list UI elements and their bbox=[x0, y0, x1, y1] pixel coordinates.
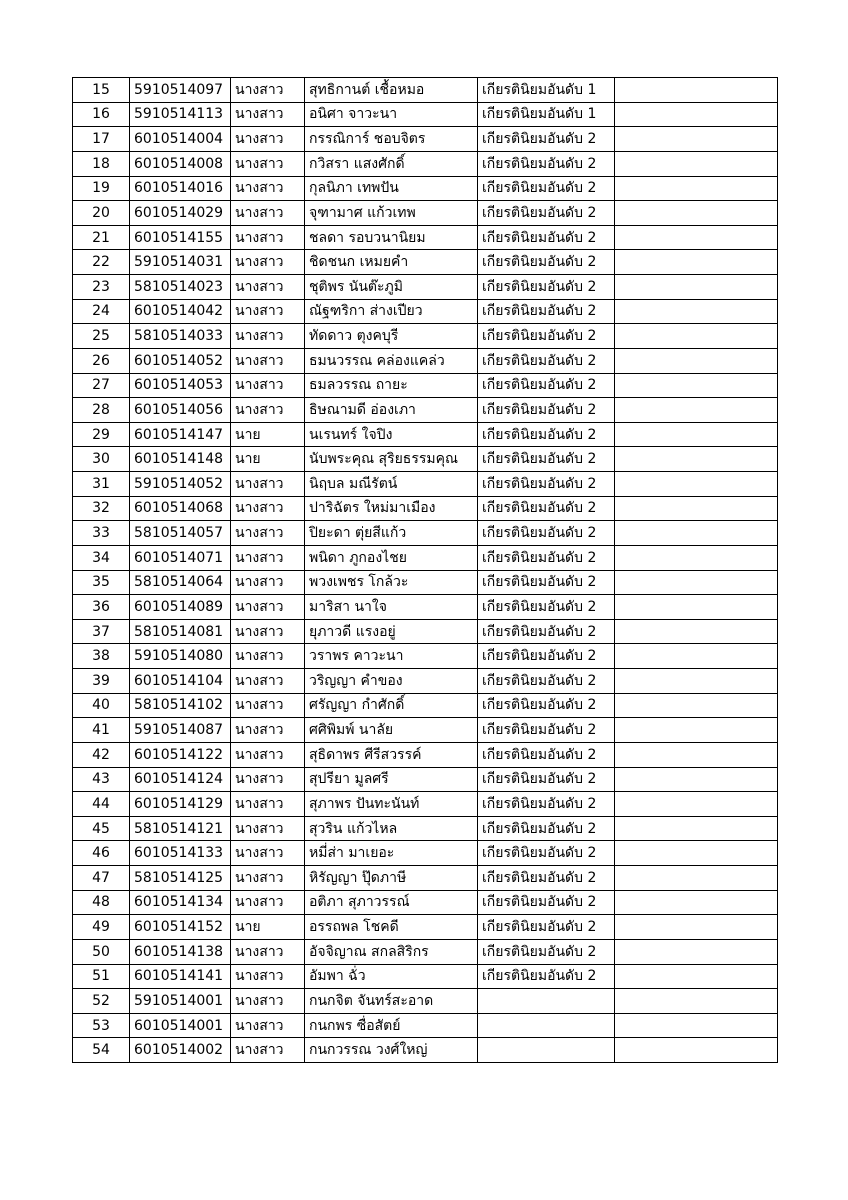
row-number-cell: 22 bbox=[73, 250, 130, 275]
empty-cell bbox=[615, 127, 778, 152]
title-cell: นางสาว bbox=[231, 841, 305, 866]
student-name-cell: สุธิดาพร ศีรีสวรรค์ bbox=[305, 742, 478, 767]
empty-cell bbox=[615, 225, 778, 250]
table-row bbox=[73, 915, 778, 940]
table-row bbox=[73, 373, 778, 398]
table-row bbox=[73, 472, 778, 497]
honor-cell: เกียรตินิยมอันดับ 1 bbox=[478, 102, 615, 127]
row-number-cell: 43 bbox=[73, 767, 130, 792]
table-row bbox=[73, 595, 778, 620]
table-row bbox=[73, 151, 778, 176]
title-cell: นางสาว bbox=[231, 570, 305, 595]
honor-cell: เกียรตินิยมอันดับ 2 bbox=[478, 422, 615, 447]
table-row bbox=[73, 816, 778, 841]
table-row bbox=[73, 496, 778, 521]
title-cell: นางสาว bbox=[231, 890, 305, 915]
honor-cell bbox=[478, 1038, 615, 1063]
title-cell: นางสาว bbox=[231, 176, 305, 201]
student-id-cell: 6010514104 bbox=[130, 669, 231, 694]
student-id-cell: 5810514023 bbox=[130, 275, 231, 300]
student-name-cell: กนกวรรณ วงศ์ใหญ่ bbox=[305, 1038, 478, 1063]
row-number-cell: 33 bbox=[73, 521, 130, 546]
honor-cell: เกียรตินิยมอันดับ 2 bbox=[478, 767, 615, 792]
table-row bbox=[73, 201, 778, 226]
row-number-cell: 53 bbox=[73, 1013, 130, 1038]
table-row bbox=[73, 398, 778, 423]
row-number-cell: 30 bbox=[73, 447, 130, 472]
student-name-cell: สุปรียา มูลศรี bbox=[305, 767, 478, 792]
table-row bbox=[73, 718, 778, 743]
title-cell: นางสาว bbox=[231, 373, 305, 398]
title-cell: นางสาว bbox=[231, 472, 305, 497]
row-number-cell: 19 bbox=[73, 176, 130, 201]
row-number-cell: 29 bbox=[73, 422, 130, 447]
honor-cell: เกียรตินิยมอันดับ 2 bbox=[478, 792, 615, 817]
honor-cell bbox=[478, 989, 615, 1014]
title-cell: นางสาว bbox=[231, 866, 305, 891]
row-number-cell: 26 bbox=[73, 348, 130, 373]
table-row bbox=[73, 890, 778, 915]
empty-cell bbox=[615, 250, 778, 275]
empty-cell bbox=[615, 496, 778, 521]
student-id-cell: 5810514102 bbox=[130, 693, 231, 718]
title-cell: นางสาว bbox=[231, 939, 305, 964]
title-cell: นางสาว bbox=[231, 644, 305, 669]
student-name-cell: นเรนทร์ ใจปิง bbox=[305, 422, 478, 447]
student-name-cell: ธิษณามดี อ่องเภา bbox=[305, 398, 478, 423]
student-name-cell: พวงเพชร โกล้วะ bbox=[305, 570, 478, 595]
row-number-cell: 45 bbox=[73, 816, 130, 841]
row-number-cell: 18 bbox=[73, 151, 130, 176]
student-honors-table bbox=[72, 77, 778, 1063]
row-number-cell: 24 bbox=[73, 299, 130, 324]
empty-cell bbox=[615, 472, 778, 497]
empty-cell bbox=[615, 1013, 778, 1038]
row-number-cell: 34 bbox=[73, 545, 130, 570]
student-id-cell: 6010514089 bbox=[130, 595, 231, 620]
student-id-cell: 6010514008 bbox=[130, 151, 231, 176]
student-name-cell: ธมนวรรณ คล่องแคล่ว bbox=[305, 348, 478, 373]
honor-cell: เกียรตินิยมอันดับ 2 bbox=[478, 619, 615, 644]
title-cell: นางสาว bbox=[231, 792, 305, 817]
honor-cell: เกียรตินิยมอันดับ 2 bbox=[478, 939, 615, 964]
empty-cell bbox=[615, 989, 778, 1014]
student-name-cell: จุฑามาศ แก้วเทพ bbox=[305, 201, 478, 226]
empty-cell bbox=[615, 348, 778, 373]
student-name-cell: สุทธิกานต์ เชื้อหมอ bbox=[305, 78, 478, 103]
title-cell: นางสาว bbox=[231, 816, 305, 841]
row-number-cell: 49 bbox=[73, 915, 130, 940]
student-id-cell: 5810514064 bbox=[130, 570, 231, 595]
row-number-cell: 40 bbox=[73, 693, 130, 718]
student-id-cell: 6010514129 bbox=[130, 792, 231, 817]
student-id-cell: 6010514068 bbox=[130, 496, 231, 521]
table-body bbox=[73, 78, 778, 1063]
student-name-cell: อติภา สุภาวรรณ์ bbox=[305, 890, 478, 915]
student-id-cell: 6010514124 bbox=[130, 767, 231, 792]
title-cell: นางสาว bbox=[231, 201, 305, 226]
student-id-cell: 6010514001 bbox=[130, 1013, 231, 1038]
table-row bbox=[73, 545, 778, 570]
title-cell: นางสาว bbox=[231, 398, 305, 423]
honor-cell: เกียรตินิยมอันดับ 2 bbox=[478, 324, 615, 349]
empty-cell bbox=[615, 767, 778, 792]
empty-cell bbox=[615, 890, 778, 915]
table-row bbox=[73, 1013, 778, 1038]
student-name-cell: สุวริน แก้วไหล bbox=[305, 816, 478, 841]
table-row bbox=[73, 299, 778, 324]
student-name-cell: ทัดดาว ตุงคบุรี bbox=[305, 324, 478, 349]
empty-cell bbox=[615, 201, 778, 226]
table-row bbox=[73, 521, 778, 546]
honor-cell: เกียรตินิยมอันดับ 2 bbox=[478, 250, 615, 275]
table-row bbox=[73, 693, 778, 718]
table-row bbox=[73, 348, 778, 373]
row-number-cell: 23 bbox=[73, 275, 130, 300]
row-number-cell: 38 bbox=[73, 644, 130, 669]
student-id-cell: 5810514125 bbox=[130, 866, 231, 891]
empty-cell bbox=[615, 644, 778, 669]
student-id-cell: 6010514152 bbox=[130, 915, 231, 940]
honor-cell: เกียรตินิยมอันดับ 2 bbox=[478, 570, 615, 595]
title-cell: นาย bbox=[231, 915, 305, 940]
row-number-cell: 54 bbox=[73, 1038, 130, 1063]
title-cell: นาย bbox=[231, 422, 305, 447]
empty-cell bbox=[615, 595, 778, 620]
student-name-cell: อัมพา ฉั่ว bbox=[305, 964, 478, 989]
empty-cell bbox=[615, 545, 778, 570]
honor-cell: เกียรตินิยมอันดับ 2 bbox=[478, 718, 615, 743]
title-cell: นางสาว bbox=[231, 619, 305, 644]
student-name-cell: วราพร คาวะนา bbox=[305, 644, 478, 669]
empty-cell bbox=[615, 176, 778, 201]
student-id-cell: 5810514121 bbox=[130, 816, 231, 841]
student-name-cell: พนิดา ภูกองไชย bbox=[305, 545, 478, 570]
table-row bbox=[73, 275, 778, 300]
row-number-cell: 15 bbox=[73, 78, 130, 103]
table-row bbox=[73, 619, 778, 644]
row-number-cell: 47 bbox=[73, 866, 130, 891]
row-number-cell: 32 bbox=[73, 496, 130, 521]
row-number-cell: 44 bbox=[73, 792, 130, 817]
student-name-cell: ชุติพร นันต๊ะภูมิ bbox=[305, 275, 478, 300]
student-name-cell: ยุภาวดี แรงอยู่ bbox=[305, 619, 478, 644]
honor-cell: เกียรตินิยมอันดับ 2 bbox=[478, 472, 615, 497]
table-row bbox=[73, 127, 778, 152]
empty-cell bbox=[615, 841, 778, 866]
table-row bbox=[73, 570, 778, 595]
table-row bbox=[73, 250, 778, 275]
student-id-cell: 5910514080 bbox=[130, 644, 231, 669]
honor-cell: เกียรตินิยมอันดับ 2 bbox=[478, 299, 615, 324]
title-cell: นางสาว bbox=[231, 718, 305, 743]
row-number-cell: 31 bbox=[73, 472, 130, 497]
honor-cell: เกียรตินิยมอันดับ 2 bbox=[478, 398, 615, 423]
student-id-cell: 5910514087 bbox=[130, 718, 231, 743]
honor-cell: เกียรตินิยมอันดับ 2 bbox=[478, 669, 615, 694]
row-number-cell: 39 bbox=[73, 669, 130, 694]
student-id-cell: 6010514147 bbox=[130, 422, 231, 447]
empty-cell bbox=[615, 964, 778, 989]
title-cell: นางสาว bbox=[231, 102, 305, 127]
student-id-cell: 6010514134 bbox=[130, 890, 231, 915]
title-cell: นาย bbox=[231, 447, 305, 472]
honor-cell: เกียรตินิยมอันดับ 1 bbox=[478, 78, 615, 103]
student-name-cell: อัจจิญาณ สกลสิริกร bbox=[305, 939, 478, 964]
student-id-cell: 5910514113 bbox=[130, 102, 231, 127]
student-name-cell: นับพระคุณ สุริยธรรมคุณ bbox=[305, 447, 478, 472]
student-id-cell: 6010514016 bbox=[130, 176, 231, 201]
student-name-cell: ณัฐฑริกา ส่างเปียว bbox=[305, 299, 478, 324]
title-cell: นางสาว bbox=[231, 127, 305, 152]
honor-cell: เกียรตินิยมอันดับ 2 bbox=[478, 742, 615, 767]
table-row bbox=[73, 669, 778, 694]
title-cell: นางสาว bbox=[231, 1013, 305, 1038]
empty-cell bbox=[615, 693, 778, 718]
honor-cell: เกียรตินิยมอันดับ 2 bbox=[478, 348, 615, 373]
student-name-cell: นิฤบล มณีรัตน์ bbox=[305, 472, 478, 497]
title-cell: นางสาว bbox=[231, 521, 305, 546]
student-id-cell: 6010514141 bbox=[130, 964, 231, 989]
table-row bbox=[73, 225, 778, 250]
title-cell: นางสาว bbox=[231, 348, 305, 373]
row-number-cell: 42 bbox=[73, 742, 130, 767]
row-number-cell: 16 bbox=[73, 102, 130, 127]
student-name-cell: ปาริฉัตร ใหม่มาเมือง bbox=[305, 496, 478, 521]
student-id-cell: 5910514031 bbox=[130, 250, 231, 275]
row-number-cell: 27 bbox=[73, 373, 130, 398]
table-row bbox=[73, 324, 778, 349]
student-id-cell: 6010514004 bbox=[130, 127, 231, 152]
title-cell: นางสาว bbox=[231, 275, 305, 300]
empty-cell bbox=[615, 939, 778, 964]
empty-cell bbox=[615, 619, 778, 644]
table-row bbox=[73, 1038, 778, 1063]
student-id-cell: 6010514002 bbox=[130, 1038, 231, 1063]
honor-cell: เกียรตินิยมอันดับ 2 bbox=[478, 964, 615, 989]
student-name-cell: กุลนิภา เทพปัน bbox=[305, 176, 478, 201]
empty-cell bbox=[615, 398, 778, 423]
table-row bbox=[73, 78, 778, 103]
student-id-cell: 6010514155 bbox=[130, 225, 231, 250]
empty-cell bbox=[615, 422, 778, 447]
honor-cell: เกียรตินิยมอันดับ 2 bbox=[478, 644, 615, 669]
honor-cell: เกียรตินิยมอันดับ 2 bbox=[478, 447, 615, 472]
honor-cell bbox=[478, 1013, 615, 1038]
student-name-cell: ศศิพิมพ์ นาลัย bbox=[305, 718, 478, 743]
table-row bbox=[73, 939, 778, 964]
table-row bbox=[73, 866, 778, 891]
student-id-cell: 6010514122 bbox=[130, 742, 231, 767]
empty-cell bbox=[615, 373, 778, 398]
title-cell: นางสาว bbox=[231, 742, 305, 767]
student-id-cell: 6010514056 bbox=[130, 398, 231, 423]
student-name-cell: วริญญา คำของ bbox=[305, 669, 478, 694]
title-cell: นางสาว bbox=[231, 595, 305, 620]
table-row bbox=[73, 644, 778, 669]
row-number-cell: 20 bbox=[73, 201, 130, 226]
row-number-cell: 50 bbox=[73, 939, 130, 964]
student-id-cell: 6010514052 bbox=[130, 348, 231, 373]
table-row bbox=[73, 767, 778, 792]
student-name-cell: กนกพร ซื่อสัตย์ bbox=[305, 1013, 478, 1038]
honor-cell: เกียรตินิยมอันดับ 2 bbox=[478, 176, 615, 201]
student-id-cell: 6010514053 bbox=[130, 373, 231, 398]
student-name-cell: หิรัญญา ปุ๊ดภาษี bbox=[305, 866, 478, 891]
honor-cell: เกียรตินิยมอันดับ 2 bbox=[478, 151, 615, 176]
row-number-cell: 48 bbox=[73, 890, 130, 915]
row-number-cell: 35 bbox=[73, 570, 130, 595]
title-cell: นางสาว bbox=[231, 693, 305, 718]
row-number-cell: 25 bbox=[73, 324, 130, 349]
title-cell: นางสาว bbox=[231, 767, 305, 792]
row-number-cell: 28 bbox=[73, 398, 130, 423]
empty-cell bbox=[615, 102, 778, 127]
honor-cell: เกียรตินิยมอันดับ 2 bbox=[478, 595, 615, 620]
student-name-cell: ศรัญญา กำศักดิ์ bbox=[305, 693, 478, 718]
honor-cell: เกียรตินิยมอันดับ 2 bbox=[478, 890, 615, 915]
title-cell: นางสาว bbox=[231, 324, 305, 349]
honor-cell: เกียรตินิยมอันดับ 2 bbox=[478, 866, 615, 891]
student-name-cell: อนิศา จาวะนา bbox=[305, 102, 478, 127]
empty-cell bbox=[615, 1038, 778, 1063]
table-row bbox=[73, 792, 778, 817]
honor-cell: เกียรตินิยมอันดับ 2 bbox=[478, 201, 615, 226]
student-id-cell: 5910514052 bbox=[130, 472, 231, 497]
empty-cell bbox=[615, 742, 778, 767]
title-cell: นางสาว bbox=[231, 669, 305, 694]
student-name-cell: ปิยะดา ตุ่ยสีแก้ว bbox=[305, 521, 478, 546]
student-id-cell: 5810514033 bbox=[130, 324, 231, 349]
row-number-cell: 51 bbox=[73, 964, 130, 989]
empty-cell bbox=[615, 447, 778, 472]
row-number-cell: 21 bbox=[73, 225, 130, 250]
title-cell: นางสาว bbox=[231, 1038, 305, 1063]
honor-cell: เกียรตินิยมอันดับ 2 bbox=[478, 841, 615, 866]
empty-cell bbox=[615, 275, 778, 300]
honor-cell: เกียรตินิยมอันดับ 2 bbox=[478, 693, 615, 718]
student-id-cell: 6010514138 bbox=[130, 939, 231, 964]
title-cell: นางสาว bbox=[231, 250, 305, 275]
title-cell: นางสาว bbox=[231, 964, 305, 989]
honor-cell: เกียรตินิยมอันดับ 2 bbox=[478, 275, 615, 300]
empty-cell bbox=[615, 792, 778, 817]
student-name-cell: กรรณิการ์ ชอบจิตร bbox=[305, 127, 478, 152]
table-row bbox=[73, 964, 778, 989]
table-row bbox=[73, 102, 778, 127]
title-cell: นางสาว bbox=[231, 78, 305, 103]
row-number-cell: 52 bbox=[73, 989, 130, 1014]
student-name-cell: อรรถพล โชคดี bbox=[305, 915, 478, 940]
honor-cell: เกียรตินิยมอันดับ 2 bbox=[478, 373, 615, 398]
empty-cell bbox=[615, 866, 778, 891]
table-row bbox=[73, 422, 778, 447]
honor-cell: เกียรตินิยมอันดับ 2 bbox=[478, 915, 615, 940]
empty-cell bbox=[615, 521, 778, 546]
student-id-cell: 6010514133 bbox=[130, 841, 231, 866]
title-cell: นางสาว bbox=[231, 545, 305, 570]
title-cell: นางสาว bbox=[231, 151, 305, 176]
empty-cell bbox=[615, 669, 778, 694]
honor-cell: เกียรตินิยมอันดับ 2 bbox=[478, 127, 615, 152]
student-name-cell: กนกจิต จันทร์สะอาด bbox=[305, 989, 478, 1014]
student-id-cell: 5810514081 bbox=[130, 619, 231, 644]
student-id-cell: 6010514042 bbox=[130, 299, 231, 324]
student-name-cell: มาริสา นาใจ bbox=[305, 595, 478, 620]
student-name-cell: ชิดชนก เหมยคำ bbox=[305, 250, 478, 275]
empty-cell bbox=[615, 299, 778, 324]
student-id-cell: 6010514071 bbox=[130, 545, 231, 570]
student-id-cell: 5810514057 bbox=[130, 521, 231, 546]
honor-cell: เกียรตินิยมอันดับ 2 bbox=[478, 816, 615, 841]
row-number-cell: 36 bbox=[73, 595, 130, 620]
student-name-cell: ชลดา รอบวนานิยม bbox=[305, 225, 478, 250]
row-number-cell: 37 bbox=[73, 619, 130, 644]
student-id-cell: 5910514001 bbox=[130, 989, 231, 1014]
student-id-cell: 6010514029 bbox=[130, 201, 231, 226]
table-row bbox=[73, 989, 778, 1014]
honor-cell: เกียรตินิยมอันดับ 2 bbox=[478, 545, 615, 570]
honor-cell: เกียรตินิยมอันดับ 2 bbox=[478, 521, 615, 546]
student-id-cell: 6010514148 bbox=[130, 447, 231, 472]
title-cell: นางสาว bbox=[231, 989, 305, 1014]
table-row bbox=[73, 447, 778, 472]
row-number-cell: 17 bbox=[73, 127, 130, 152]
empty-cell bbox=[615, 324, 778, 349]
empty-cell bbox=[615, 816, 778, 841]
title-cell: นางสาว bbox=[231, 225, 305, 250]
honor-cell: เกียรตินิยมอันดับ 2 bbox=[478, 225, 615, 250]
student-name-cell: กวิสรา แสงศักดิ์ bbox=[305, 151, 478, 176]
student-name-cell: หมี่ส่า มาเยอะ bbox=[305, 841, 478, 866]
empty-cell bbox=[615, 718, 778, 743]
empty-cell bbox=[615, 915, 778, 940]
student-name-cell: สุภาพร ปันทะนันท์ bbox=[305, 792, 478, 817]
table-row bbox=[73, 841, 778, 866]
empty-cell bbox=[615, 78, 778, 103]
empty-cell bbox=[615, 570, 778, 595]
empty-cell bbox=[615, 151, 778, 176]
table-row bbox=[73, 176, 778, 201]
honor-cell: เกียรตินิยมอันดับ 2 bbox=[478, 496, 615, 521]
student-id-cell: 5910514097 bbox=[130, 78, 231, 103]
title-cell: นางสาว bbox=[231, 496, 305, 521]
table-row bbox=[73, 742, 778, 767]
student-name-cell: ธมลวรรณ ถายะ bbox=[305, 373, 478, 398]
row-number-cell: 46 bbox=[73, 841, 130, 866]
title-cell: นางสาว bbox=[231, 299, 305, 324]
row-number-cell: 41 bbox=[73, 718, 130, 743]
